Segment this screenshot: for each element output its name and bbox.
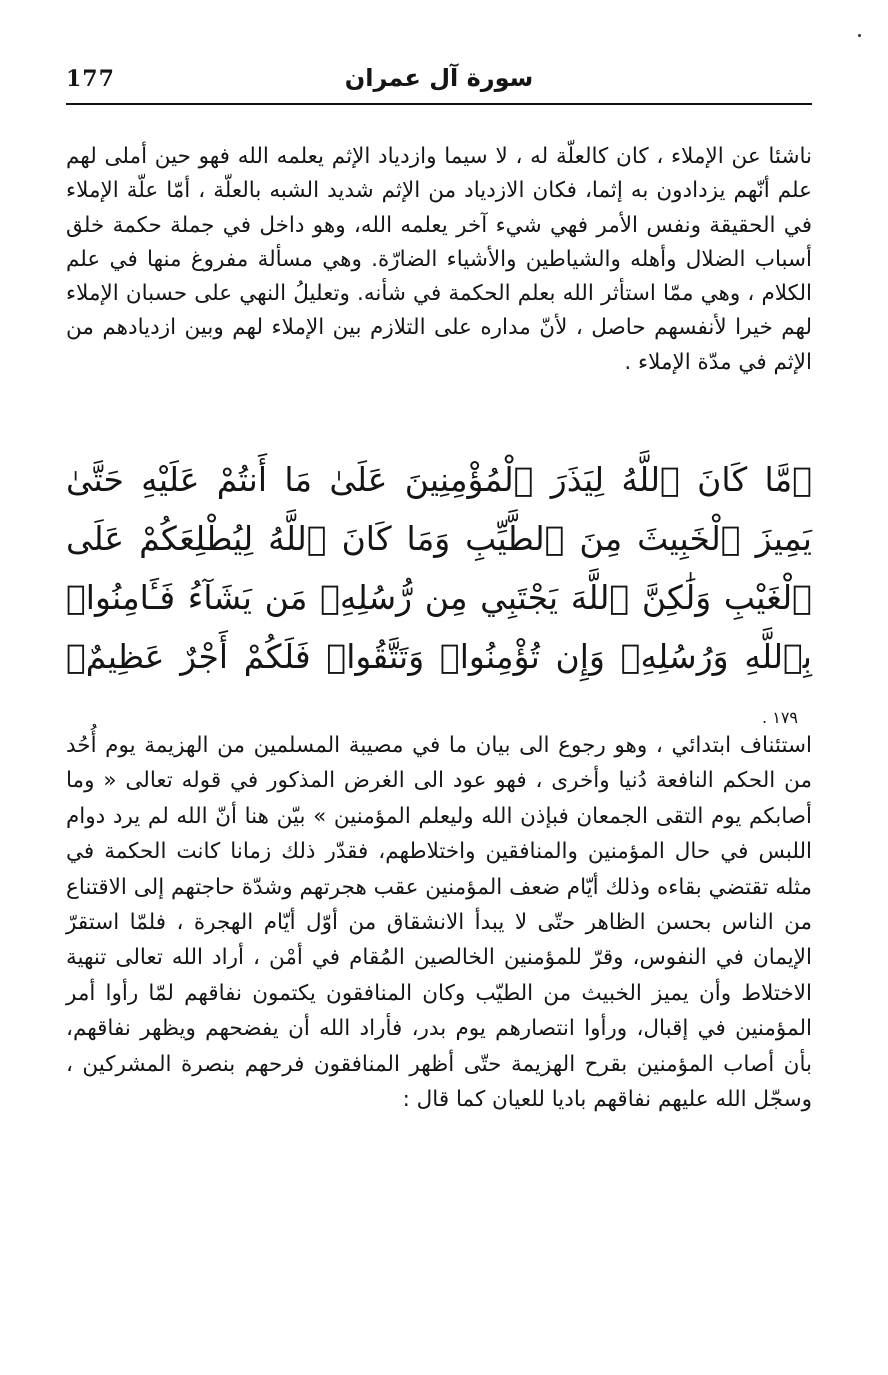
header-rule [66,103,812,105]
verse-number: ١٧٩ . [762,708,798,727]
corner-speck [858,34,861,37]
page-number: 177 [66,66,115,92]
paragraph-1: ناشئا عن الإملاء ، كان كالعلّة له ، لا سيما وازدياد الإثم يعلمه الله فهو حين أملى لهم علم أنّهم يزدادون به إثما، فكان الازدياد من الإثم شديد الشبه بالعلّة ، أمّا علّة الإملاء في الحقيقة ونفس الأمر فهي شيء آخر يعلمه الله، وهو داخل في جملة حكمة خلق أسباب الضلال وأهله والشياطين والأشياء الضارّة. وهي مسألة مفروغ منها في علم الكلام ، وهي ممّا استأثر الله بعلم الحكمة في شأنه. وتعليلُ النهي على حسبان الإملاء لهم خيرا لأنفسهم حاصل ، لأنّ مداره على التلازم بين الإملاء لهم وبين ازديادهم من الإثم في مدّة الإملاء . [66,144,812,375]
paragraph-2: استئناف ابتدائي ، وهو رجوع الى بيان ما في مصيبة المسلمين من الهزيمة يوم أُحُد من الحكم النافعة دُنيا وأخرى ، فهو عود الى الغرض المذكور في قوله تعالى « وما أصابكم يوم التقى الجمعان فبإذن الله وليعلم المؤمنين » بيّن هنا أنّ الله لم يرد دوام اللبس في حال المؤمنين والمنافقين واختلاطهم، فقدّر ذلك زمانا كانت الحكمة في مثله تقتضي بقاءه وذلك أيّام ضعف المؤمنين عقب هجرتهم وشدّة حاجتهم إلى الاقتناع من الناس بحسن الظاهر حتّى لا يبدأ الانشقاق من أوّل أيّام الهجرة ، فلمّا استقرّ الإيمان في النفوس، وقرّ للمؤمنين الخالصين المُقام في أمْن ، أراد الله تعالى تنهية الاختلاط وأن يميز الخبيث من الطيّب وكان المنافقون يكتمون نفاقهم لمّا رأوا أمر المؤمنين في إقبال، ورأوا انتصارهم يوم بدر، فأراد الله أن يفضحهم ويظهر نفاقهم، بأن أصاب المؤمنين بقرح الهزيمة حتّى أظهر المنافقون فرحهم بنصرة المشركين ، وسجّل الله عليهم نفاقهم باديا للعيان كما قال : [66,733,812,1113]
running-title: سورة آل عمران [344,64,534,92]
verse-text: ﴿مَّا كَانَ ٱللَّهُ لِيَذَرَ ٱلْمُؤْمِنِينَ عَلَىٰ مَا أَنتُمْ عَلَيْهِ حَتَّىٰ يَمِيزَ ٱلْخَبِيثَ مِنَ ٱلطَّيِّبِ وَمَا كَانَ ٱللَّهُ لِيُطْلِعَكُمْ عَلَى ٱلْغَيْبِ وَلَٰكِنَّ ٱللَّهَ يَجْتَبِي مِن رُّسُلِهِۦ مَن يَشَآءُ فَـَٔامِنُوا۟ بِٱللَّهِ وَرُسُلِهِۦ وَإِن تُؤْمِنُوا۟ وَتَتَّقُوا۟ فَلَكُمْ أَجْرٌ عَظِيمٌ﴾ [66,460,812,676]
page-header [66,60,812,104]
quran-verse [66,450,812,747]
